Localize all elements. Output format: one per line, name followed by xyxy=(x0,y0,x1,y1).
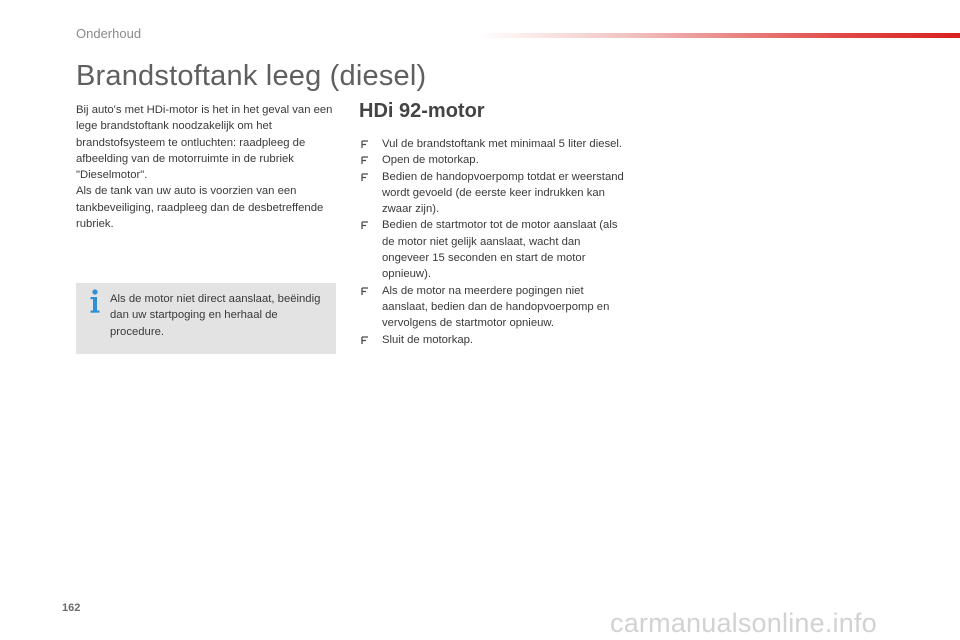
step-item xyxy=(359,136,629,152)
intro-text xyxy=(76,102,338,232)
intro-paragraph-1: Bij auto's met HDi-motor is het in het geval van een lege brandstoftank noodzakelijk om het brandstofsysteem te ontluchten: raadpleeg de afbeelding van de motorruimte in de rubriek "Dieselmotor". xyxy=(76,104,333,182)
step-item xyxy=(359,283,629,332)
engine-title: HDi 92-motor xyxy=(359,100,485,122)
checkbox-icon xyxy=(361,140,369,149)
page-number: 162 xyxy=(62,602,81,614)
header-rule xyxy=(478,33,960,38)
step-text: Bedien de handopvoerpomp totdat er weerstand wordt gevoeld (de eerste keer indrukken kan zwaar zijn). xyxy=(382,170,624,216)
step-text: Bedien de startmotor tot de motor aanslaat (als de motor niet gelijk aanslaat, wacht dan ongeveer 15 seconden en start de motor opnieuw). xyxy=(382,219,618,281)
checkbox-icon xyxy=(361,287,369,296)
step-text: Open de motorkap. xyxy=(382,154,479,167)
steps-list xyxy=(359,136,629,348)
step-text: Vul de brandstoftank met minimaal 5 liter diesel. xyxy=(382,138,623,150)
step-item xyxy=(359,169,629,218)
step-item xyxy=(359,217,629,282)
checkbox-icon xyxy=(361,221,369,230)
info-icon xyxy=(88,287,102,317)
page-title: Brandstoftank leeg (diesel) xyxy=(76,60,427,92)
step-item xyxy=(359,152,629,168)
info-box xyxy=(76,283,336,354)
step-text: Sluit de motorkap. xyxy=(382,333,474,346)
step-text: Als de motor na meerdere pogingen niet aanslaat, bedien dan de handopvoerpomp en vervolgens de startmotor opnieuw. xyxy=(382,284,610,330)
checkbox-icon xyxy=(361,156,369,165)
watermark: carmanualsonline.info xyxy=(610,608,877,638)
section-label: Onderhoud xyxy=(76,26,142,41)
step-item xyxy=(359,332,629,348)
info-text: Als de motor niet direct aanslaat, beëindig dan uw startpoging en herhaal de procedure. xyxy=(110,293,321,338)
checkbox-icon xyxy=(361,336,369,345)
intro-paragraph-2: Als de tank van uw auto is voorzien van een tankbeveiliging, raadpleeg dan de desbetreffende rubriek. xyxy=(76,185,324,231)
checkbox-icon xyxy=(361,173,369,182)
